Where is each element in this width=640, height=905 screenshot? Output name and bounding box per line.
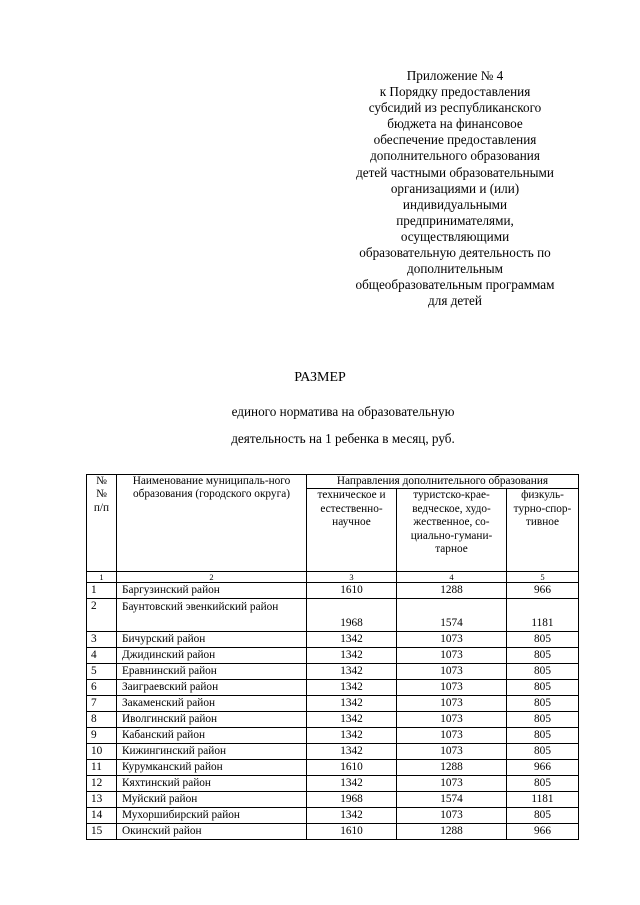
tourism-value: 1073 <box>397 776 507 792</box>
sport-value: 805 <box>507 808 579 824</box>
municipality-name: Баунтовский эвенкийский район <box>117 599 307 632</box>
annex-line: обеспечение предоставления <box>373 132 537 148</box>
table-row <box>87 824 579 840</box>
table-row <box>87 744 579 760</box>
municipality-name: Кяхтинский район <box>117 776 307 792</box>
row-number: 4 <box>87 648 117 664</box>
tourism-value: 1574 <box>397 599 507 632</box>
tech-value: 1610 <box>307 760 397 776</box>
document-title: РАЗМЕР <box>294 370 346 385</box>
municipality-name: Еравнинский район <box>117 664 307 680</box>
row-number: 8 <box>87 712 117 728</box>
sport-value: 966 <box>507 760 579 776</box>
annex-line: к Порядку предоставления <box>379 84 531 100</box>
row-number: 2 <box>87 599 117 632</box>
header-number <box>87 475 117 572</box>
municipality-name: Кижингинский район <box>117 744 307 760</box>
table-row <box>87 792 579 808</box>
column-number: 2 <box>117 572 307 583</box>
table-row <box>87 712 579 728</box>
row-number: 5 <box>87 664 117 680</box>
sport-value: 1181 <box>507 792 579 808</box>
tech-value: 1968 <box>307 792 397 808</box>
tech-value: 1342 <box>307 776 397 792</box>
row-number: 3 <box>87 632 117 648</box>
row-number: 7 <box>87 696 117 712</box>
table-row <box>87 583 579 599</box>
subtitle-line: единого норматива на образовательную <box>231 404 455 419</box>
sport-value: 805 <box>507 696 579 712</box>
row-number: 12 <box>87 776 117 792</box>
header-tourism: туристско-крае-ведческое, худо-жественное, со-циально-гумани-тарное <box>397 489 507 572</box>
header-sport: физкуль-турно-спор-тивное <box>507 489 579 572</box>
annex-line: для детей <box>428 293 482 309</box>
column-number-row <box>87 572 579 583</box>
header-municipality: Наименование муниципаль-ного образования (городского округа) <box>117 475 307 572</box>
sport-value: 966 <box>507 824 579 840</box>
tourism-value: 1073 <box>397 744 507 760</box>
tech-value: 1342 <box>307 632 397 648</box>
table-row <box>87 632 579 648</box>
annex-note <box>330 68 580 309</box>
table-row <box>87 664 579 680</box>
tourism-value: 1073 <box>397 728 507 744</box>
row-number: 6 <box>87 680 117 696</box>
column-number: 3 <box>307 572 397 583</box>
table-row <box>87 760 579 776</box>
tech-value: 1342 <box>307 744 397 760</box>
annex-line: детей частными образовательными <box>356 164 554 180</box>
tech-value: 1342 <box>307 728 397 744</box>
tech-value: 1342 <box>307 808 397 824</box>
tech-value: 1342 <box>307 696 397 712</box>
municipality-name: Заиграевский район <box>117 680 307 696</box>
municipality-name: Джидинский район <box>117 648 307 664</box>
table-row <box>87 680 579 696</box>
tourism-value: 1073 <box>397 664 507 680</box>
tech-value: 1968 <box>307 599 397 632</box>
annex-line: общеобразовательным программам <box>355 277 555 293</box>
table-header-row <box>87 475 579 489</box>
tourism-value: 1288 <box>397 824 507 840</box>
tech-value: 1342 <box>307 664 397 680</box>
municipality-name: Муйский район <box>117 792 307 808</box>
sport-value: 805 <box>507 664 579 680</box>
header-directions: Направления дополнительного образования <box>307 475 579 489</box>
sport-value: 805 <box>507 744 579 760</box>
tourism-value: 1073 <box>397 696 507 712</box>
table-row <box>87 599 579 632</box>
annex-line: дополнительного образования <box>370 148 540 164</box>
annex-line: Приложение № 4 <box>406 68 504 83</box>
row-number: 1 <box>87 583 117 599</box>
tourism-value: 1073 <box>397 712 507 728</box>
sport-value: 805 <box>507 712 579 728</box>
tech-value: 1610 <box>307 824 397 840</box>
header-number-line: № <box>96 475 107 487</box>
annex-line: бюджета на финансовое <box>387 116 523 132</box>
annex-line: субсидий из республиканского <box>368 100 542 116</box>
header-tech: техническое и естественно-научное <box>307 489 397 572</box>
annex-line: осуществляющими <box>400 228 510 244</box>
sport-value: 966 <box>507 583 579 599</box>
row-number: 11 <box>87 760 117 776</box>
row-number: 13 <box>87 792 117 808</box>
municipality-name: Закаменский район <box>117 696 307 712</box>
sport-value: 805 <box>507 776 579 792</box>
tourism-value: 1073 <box>397 808 507 824</box>
column-number: 5 <box>507 572 579 583</box>
table-row <box>87 808 579 824</box>
municipality-name: Бичурский район <box>117 632 307 648</box>
municipality-name: Баргузинский район <box>117 583 307 599</box>
tourism-value: 1073 <box>397 648 507 664</box>
table-row <box>87 728 579 744</box>
municipality-name: Окинский район <box>117 824 307 840</box>
sport-value: 805 <box>507 728 579 744</box>
municipality-name: Кабанский район <box>117 728 307 744</box>
table-row <box>87 776 579 792</box>
row-number: 10 <box>87 744 117 760</box>
tech-value: 1342 <box>307 648 397 664</box>
table-row <box>87 648 579 664</box>
municipality-name: Мухоршибирский район <box>117 808 307 824</box>
tourism-value: 1073 <box>397 680 507 696</box>
header-number-line: п/п <box>93 501 110 514</box>
tech-value: 1342 <box>307 712 397 728</box>
annex-line: индивидуальными <box>402 196 508 212</box>
annex-line: предпринимателями, <box>396 212 514 228</box>
sport-value: 805 <box>507 632 579 648</box>
tourism-value: 1574 <box>397 792 507 808</box>
tech-value: 1610 <box>307 583 397 599</box>
subtitle-line: деятельность на 1 ребенка в месяц, руб. <box>231 431 455 446</box>
row-number: 14 <box>87 808 117 824</box>
sport-value: 805 <box>507 648 579 664</box>
tourism-value: 1073 <box>397 632 507 648</box>
column-number: 1 <box>87 572 117 583</box>
sport-value: 805 <box>507 680 579 696</box>
tourism-value: 1288 <box>397 760 507 776</box>
tech-value: 1342 <box>307 680 397 696</box>
table-row <box>87 696 579 712</box>
municipality-name: Курумканский район <box>117 760 307 776</box>
annex-line: дополнительным <box>407 261 503 277</box>
annex-line: организациями и (или) <box>390 180 520 196</box>
document-subtitle <box>0 398 640 452</box>
row-number: 15 <box>87 824 117 840</box>
norm-table <box>86 474 579 840</box>
annex-line: образовательную деятельность по <box>359 245 551 261</box>
tourism-value: 1288 <box>397 583 507 599</box>
header-number-line: № <box>96 488 107 501</box>
sport-value: 1181 <box>507 599 579 632</box>
municipality-name: Иволгинский район <box>117 712 307 728</box>
column-number: 4 <box>397 572 507 583</box>
row-number: 9 <box>87 728 117 744</box>
